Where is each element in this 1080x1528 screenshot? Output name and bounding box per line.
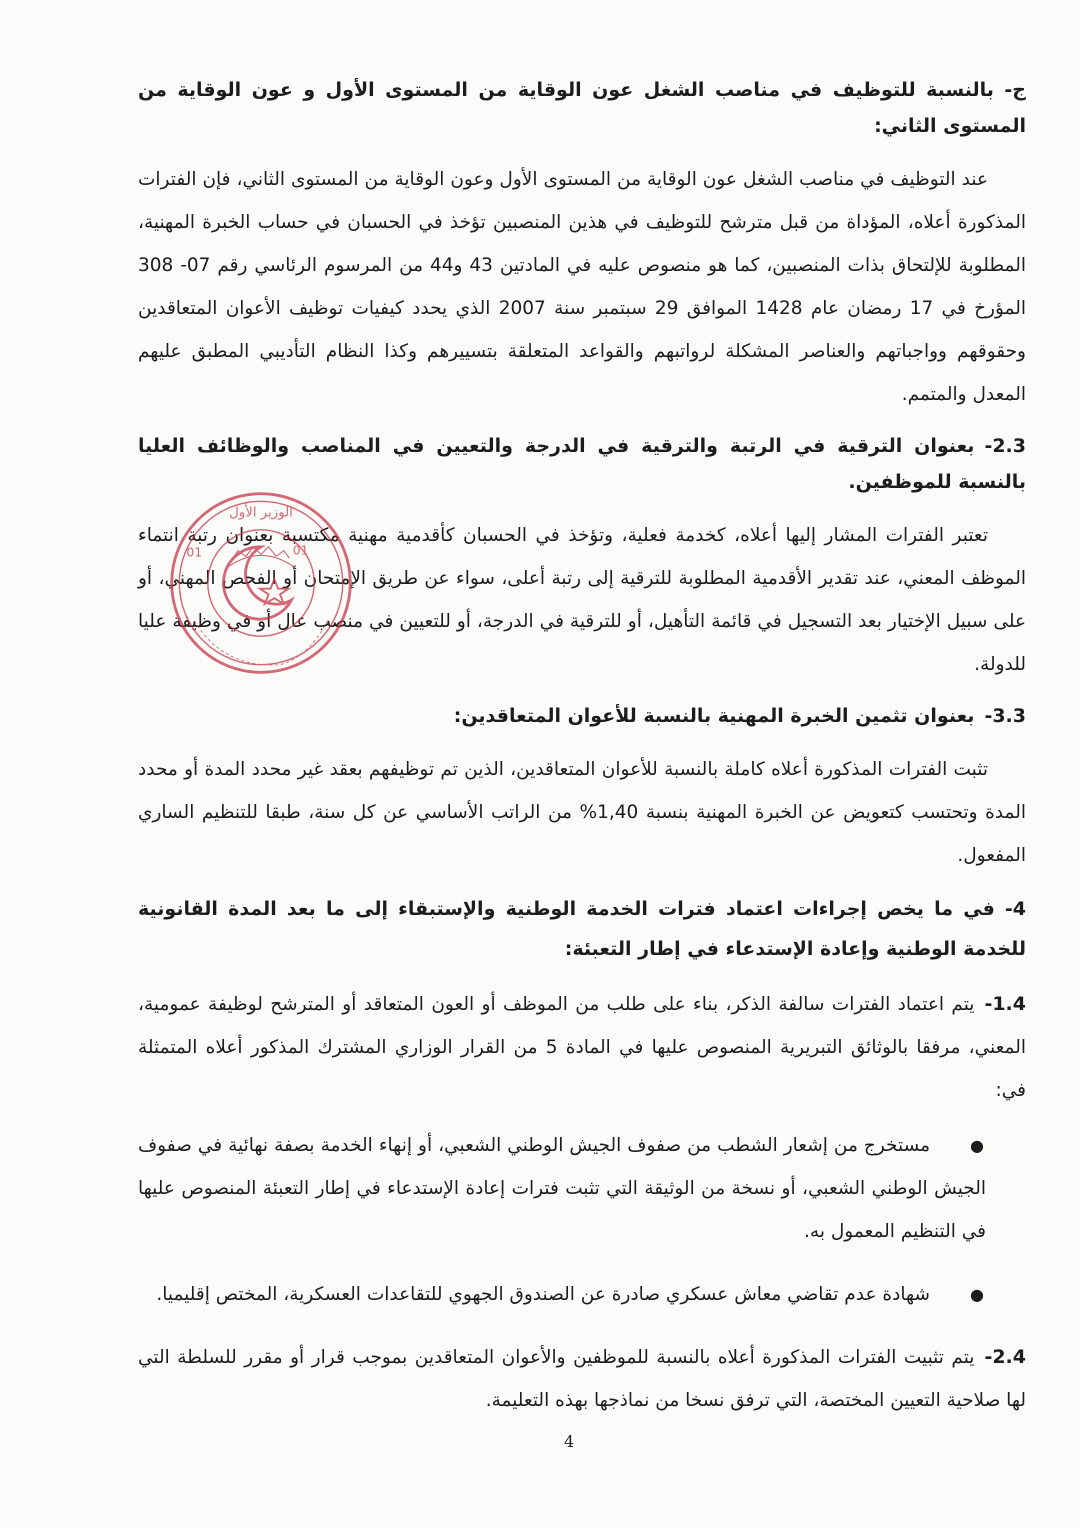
- stamp-top-text: الوزير الأول: [229, 505, 293, 521]
- section-2-3-heading-text: بعنوان الترقية في الرتبة والترقية في الدرجة والتعيين في المناصب والوظائف العليا بالنسبة للموظفين.: [138, 435, 1026, 493]
- stamp-number-right: 01: [292, 543, 309, 558]
- bullet-icon: ●: [970, 1285, 984, 1304]
- section-2-3-paragraph: تعتبر الفترات المشار إليها أعلاه، كخدمة فعلية، وتؤخذ في الحسبان كأقدمية مهنية مكتسبة بعنوان رتبة انتماء الموظف المعني، عند تقدير الأقدمية المطلوبة للترقية إلى رتبة أعلى، سواء عن طريق الإمتحان أو الفحص المهني، أو على سبيل الإختيار بعد التسجيل في قائمة التأهيل، أو للترقية في الدرجة، أو للتعيين في منصب عال أو في وظيفة عليا للدولة.: [138, 525, 1026, 675]
- document-body: [138, 72, 1026, 1434]
- stamp-number-left: 01: [186, 545, 203, 560]
- section-3-3-paragraph: تثبت الفترات المذكورة أعلاه كاملة بالنسبة للأعوان المتعاقدين، الذين تم توظيفهم بعقد غير محدد المدة أو محدد المدة وتحتسب كتعويض عن الخبرة المهنية بنسبة 1,40% من الراتب الأساسي عن كل سنة، طبقا للتنظيم الساري المفعول.: [138, 759, 1026, 866]
- section-2-3-heading: [138, 428, 1026, 500]
- bullet-icon: ●: [970, 1136, 984, 1155]
- list-item: [138, 1124, 1026, 1253]
- section-j-heading-text: ج- بالنسبة للتوظيف في مناصب الشغل عون الوقاية من المستوى الأول و عون الوقاية من المستوى الثاني:: [138, 79, 1026, 137]
- page-number: 4: [564, 1432, 575, 1451]
- section-4-heading-text: في ما يخص إجراءات اعتماد فترات الخدمة الوطنية والإستبقاء إلى ما بعد المدة القانونية للخدمة الوطنية وإعادة الإستدعاء في إطار التعبئة:: [138, 898, 1026, 960]
- section-3-3-heading-text: بعنوان تثمين الخبرة المهنية بالنسبة للأعوان المتعاقدين:: [453, 705, 975, 727]
- section-j-paragraph: عند التوظيف في مناصب الشغل عون الوقاية من المستوى الأول وعون الوقاية من المستوى الثاني، فإن الفترات المذكورة أعلاه، المؤداة من قبل مترشح للتوظيف في هذين المنصبين تؤخذ في الحسبان في حساب الخبرة المهنية، المطلوبة للإلتحاق بذات المنصبين، كما هو منصوص عليه في المادتين 43 و44 من المرسوم الرئاسي رقم 07- 308 المؤرخ في 17 رمضان عام 1428 الموافق 29 سبتمبر سنة 2007 الذي يحدد كيفيات توظيف الأعوان المتعاقدين وحقوقهم وواجباتهم والعناصر المشكلة لرواتبهم والقواعد المتعلقة بتسييرهم وكذا النظام التأديبي المطبق عليهم المعدل والمتمم.: [138, 169, 1027, 405]
- section-2-4-paragraph: [138, 1336, 1026, 1422]
- section-4-heading: [138, 889, 1026, 969]
- bullet-text: شهادة عدم تقاضي معاش عسكري صادرة عن الصندوق الجهوي للتقاعدات العسكرية، المختص إقليميا.: [156, 1284, 930, 1305]
- section-1-4-paragraph: [138, 983, 1026, 1112]
- list-item: [138, 1273, 1026, 1316]
- section-3-3-heading: [138, 698, 1026, 734]
- section-number: 3.3-: [984, 705, 1026, 727]
- section-number: 1.4-: [984, 993, 1026, 1015]
- bullet-text: مستخرج من إشعار الشطب من صفوف الجيش الوطني الشعبي، أو إنهاء الخدمة بصفة نهائية في صفوف الجيش الوطني الشعبي، أو نسخة من الوثيقة التي تثبت فترات إعادة الإستدعاء في إطار التعبئة المنصوص عليها في التنظيم المعمول به.: [138, 1135, 986, 1242]
- section-1-4-text: يتم اعتماد الفترات سالفة الذكر، بناء على طلب من الموظف أو العون المتعاقد أو المترشح لوظيفة عمومية، المعني، مرفقا بالوثائق التبريرية المنصوص عليها في المادة 5 من القرار الوزاري المشترك المذكور أعلاه المتمثلة في:: [138, 994, 1026, 1101]
- section-number: 2.4-: [984, 1346, 1026, 1368]
- section-number: 2.3-: [984, 435, 1026, 457]
- section-2-4-text: يتم تثبيت الفترات المذكورة أعلاه بالنسبة للموظفين والأعوان المتعاقدين بموجب قرار أو مقرر للسلطة التي لها صلاحية التعيين المختصة، التي ترفق نسخا من نماذجها بهذه التعليمة.: [138, 1347, 1026, 1411]
- section-j-heading: [138, 72, 1026, 144]
- section-number: 4-: [1004, 898, 1026, 920]
